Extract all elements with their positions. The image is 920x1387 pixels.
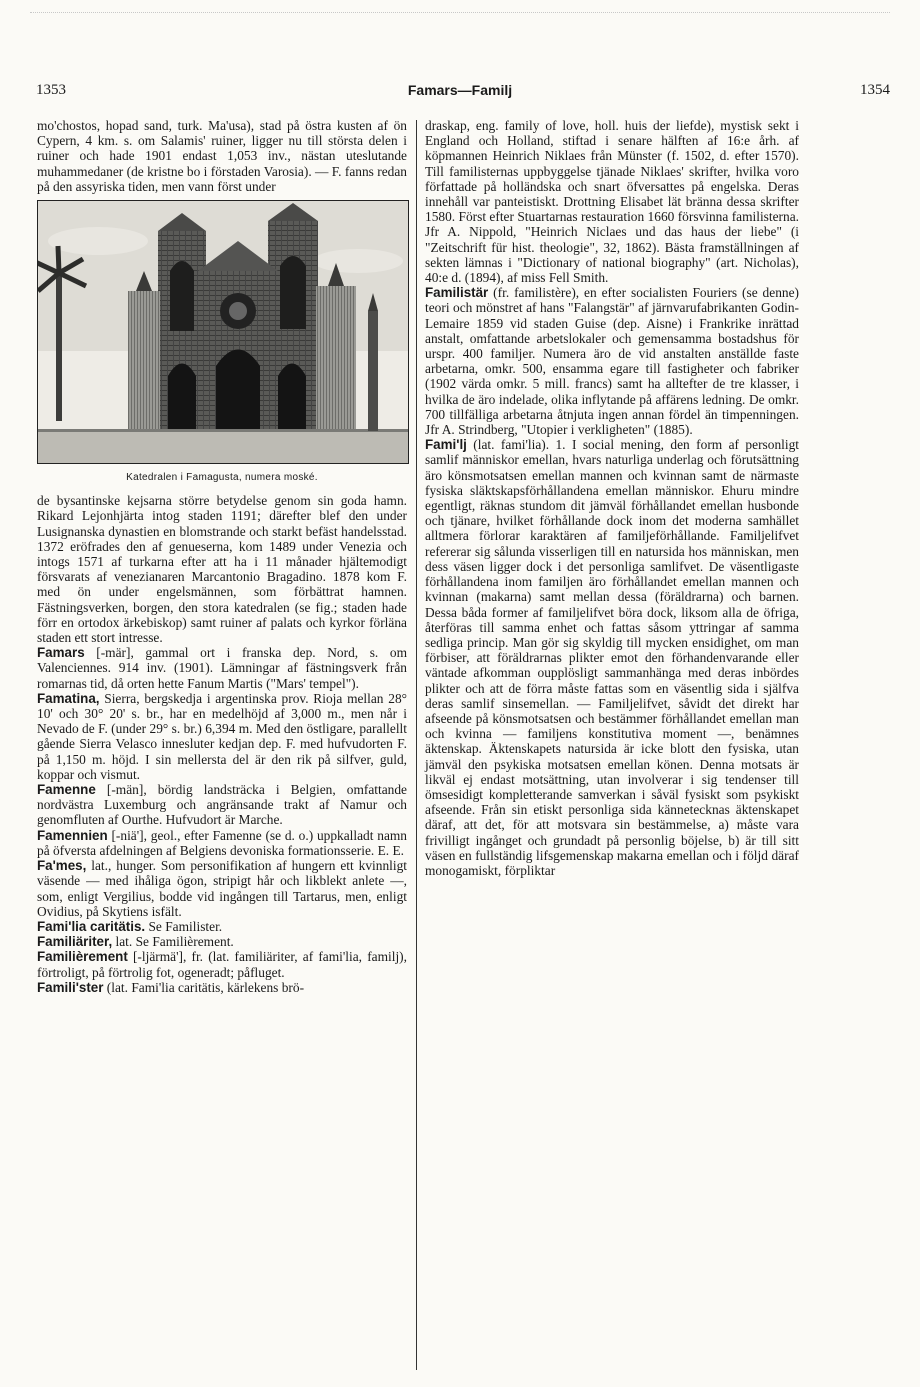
entry-text: [-niä'], geol., efter Famenne (se d. o.) uppkalladt namn på öfversta afdelningen af Belgiens devoniska formationsserie. E. E. bbox=[37, 827, 407, 858]
headword: Fa'mes, bbox=[37, 858, 87, 874]
cathedral-figure bbox=[37, 200, 407, 485]
entry-text: (lat. fami'lia). 1. I social mening, den form af personligt samlif människor emellan, hvars naturliga underlag och förutsättning äro könsmotsatsen emellan mannen och kvinnan samt de närmaste fysiska släktskapsförhållandena emellan människor. Ehuru mindre egentligt, räknas stundom dit jämväl förhållandet emellan husbonde och tjänare, hvilket förhållande dock inom det moderna samhället alltmera förlorar karaktären af familjeförhållande. Familjelifvet refererar sig sålunda visserligen till en natursida hos människan, men dess väsen ligger dock i det personliga samlifvet. De väsentligaste förhållandena inom familjen äro förhållandet emellan mannen och kvinnan (makarna) samt mellan dessa (föräldrarna) och barnen. Dessa båda former af familjelifvet böra dock, liksom alla de öfriga, återföras till samma enhet och fattas såsom yttringar af samma sedliga princip. Man gör sig skyldig till mycken ensidighet, om man förbiser, att föräldrarnas plikter emot den förhandenvarande eller väntade afkomman oupplösligt sammanhänga med deras inbördes plikter och att de förra måste fattas som en väsentlig sida i själfva deras samlif sinsemellan. — Familjelifvet, såvidt det direkt har afseende på könsmotsatsen och bestämmer förhållandet emellan man och kvinna — familjens konstitutiva moment —, benämnes äktenskap. Äktenskapets natursida är icke blott den fysiska, utan jämväl den psykiska motsatsen emellan könen. Denna motsats är likväl ej endast motsättning, utan involverar i sig tendenser till ömsesidigt kompletterande samverkan i såväl fysiskt som psykiskt afseende. Från sin etiskt personliga sida kännetecknas äktenskapet däraf, att det, för att motsvara sin bestämmelse, a) måste vara frivilligt ingånget och grundadt på personlig böjelse, b) är till sitt väsen en fullständig lifsgemenskap makarna emellan och i följd däraf monogamiskt, förpliktar bbox=[425, 437, 799, 878]
entry-famars bbox=[37, 645, 407, 691]
entry-text: (lat. Fami'lia caritätis, kärlekens brö- bbox=[103, 979, 305, 995]
entry-text: lat. Se Familièrement. bbox=[112, 934, 234, 950]
figure-caption: Katedralen i Famagusta, numera moské. bbox=[126, 472, 318, 484]
headword: Fami'lj bbox=[425, 437, 467, 453]
cathedral-image bbox=[38, 201, 408, 463]
entry-text: [-män], bördig landsträcka i Belgien, omfattande nordvästra Luxemburg och angränsande trakt af Namur och genomfluten af Ourthe. Hufvudort är Marche. bbox=[37, 782, 407, 828]
entry-text: [-mär], gammal ort i franska dep. Nord, s. om Valenciennes. 914 inv. (1901). Lämningar af fästningsverk från romarnas tid, då orten hette Fanum Martis ("Mars' tempel"). bbox=[37, 645, 407, 691]
entry-familistar bbox=[425, 285, 799, 437]
headword: Familiäriter, bbox=[37, 934, 113, 950]
headword: Familistär bbox=[425, 285, 489, 301]
entry-text: lat., hunger. Som personifikation af hungern ett kvinnligt väsende — med ihåliga ögon, stripigt hår och likblekt anlete —, som, enligt Vergilius, bodde vid ingången till Tartarus, men, enligt Ovidius, på Skytiens isfält. bbox=[37, 858, 407, 919]
column-divider bbox=[416, 120, 417, 1370]
page-header bbox=[30, 82, 890, 104]
entry-fames bbox=[37, 858, 407, 919]
entry-famenne bbox=[37, 782, 407, 828]
entry-text: Se Familister. bbox=[145, 918, 223, 934]
right-page-number: 1354 bbox=[860, 82, 890, 98]
left-column bbox=[37, 118, 407, 995]
famagusta-history: de bysantinske kejsarna större betydelse genom sin goda hamn. Rikard Lejonhjärta intog staden 1191; därefter blef den under Lusignanska dynastien en blomstrande och starkt befäst handelsstad. 1372 eröfrades den af genueserna, kom 1489 under Venezia och intogs 1571 af turkarna efter att ha i 11 månader hjältemodigt försvarats af venezianaren Marcantonio Bragadino. 1878 kom F. med ön under engelsmännen, som förbättrat hamnen. Fästningsverken, borgen, den stora katedralen (se fig.; staden hade förr en ortodox ärkebiskop) samt ruiner af palats och kyrkor förläna staden ett stort intresse. bbox=[37, 493, 407, 646]
headword: Familièrement bbox=[37, 949, 128, 965]
entry-text: (fr. familistère), en efter socialisten Fouriers (se denne) teori och mönstret af hans "Falangstär" af järnvarufabrikanten Godin-Lemaire 1859 vid staden Guise (dep. Aisne) i Frankrike inrättad anstalt, omfattande arbetslokaler och gemensamma bostadshus för urspr. 400 familjer. Numera äro de vid anstalten anställde faste arbetarna, omkr. 500, ensamma egare till fastigheter och fabriker (1902 värda omkr. 5 mill. francs) samt ha alltefter de tre klasser, i hvilka de äro indelade, olika inflytande på affärens ledning. De omkr. 700 tillfälliga arbetarna åtnjuta ingen annan fördel än timpenningen. Jfr A. Strindberg, "Utopier i verkligheten" (1885). bbox=[425, 285, 799, 438]
entry-familister bbox=[37, 980, 407, 995]
right-column bbox=[425, 118, 799, 878]
left-page-number: 1353 bbox=[36, 82, 66, 98]
entry-familia-caritatis bbox=[37, 919, 407, 934]
entry-familj bbox=[425, 437, 799, 878]
entry-famennien bbox=[37, 828, 407, 858]
headword: Fami'lia caritätis. bbox=[37, 918, 146, 934]
top-rule bbox=[30, 12, 890, 14]
entry-famatina bbox=[37, 691, 407, 782]
entry-text: Sierra, bergskedja i argentinska prov. Rioja mellan 28° 10' och 30° 20' s. br., har en medelhöjd af 3,000 m., men når i Nevado de F. (under 29° s. br.) 6,394 m. Med den östligare, parallellt gående Sierra Velasco innesluter kedjan dep. F. med hufvudorten F. på 1,150 m. höjd. I sin mellersta del är den rik på silfver, guld, koppar och vismut. bbox=[37, 690, 407, 782]
familister-continuation: draskap, eng. family of love, holl. huis der liefde), mystisk sekt i England och Holland, stiftad i senare hälften af 16:e årh. af köpmannen Heinrich Niklaes från Münster (f. 1502, d. efter 1570). Till familisternas uppbyggelse tjänade Niklaes' skrifter, hvilka voro författade på holländska och snart öfversattes på engelska. Deras innehåll var panteistiskt. Drottning Elisabet lät bränna dessa skrifter 1580. Först efter Stuartarnas restauration 1660 försvinna familisterna. Jfr A. Nippold, "Heinrich Niclaes und das haus der liebe" (i "Zeitschrift für hist. theologie", 32, 1862). Bästa framställningen af sekten lämnas i "Dictionary of national biography" (art. Nicholas), 40:e d. (1894), af miss Fell Smith. bbox=[425, 118, 799, 286]
entry-familierement bbox=[37, 949, 407, 979]
entry-familiariter bbox=[37, 934, 407, 949]
headword: Famars bbox=[37, 645, 85, 661]
headword: Famennien bbox=[37, 827, 108, 843]
cathedral-illustration bbox=[37, 200, 409, 464]
entry-text: [-ljärmä'], fr. (lat. familiäriter, af fami'lia, familj), förtroligt, på förtrolig fot, ogeneradt; påfluget. bbox=[37, 949, 407, 980]
headword: Famili'ster bbox=[37, 979, 104, 995]
headword: Famatina, bbox=[37, 690, 100, 706]
headword: Famenne bbox=[37, 782, 96, 798]
running-title: Famars—Familj bbox=[407, 82, 513, 98]
famagusta-intro: mo'chostos, hopad sand, turk. Ma'usa), stad på östra kusten af ön Cypern, 4 km. s. om Salamis' ruiner, ligger nu till största delen i ruiner och hade 1901 endast 1,053 inv., nästan uteslutande muhammedaner (de kristne bo i förstaden Varosia). — F. fanns redan på den assyriska tiden, men vann först under bbox=[37, 118, 407, 194]
